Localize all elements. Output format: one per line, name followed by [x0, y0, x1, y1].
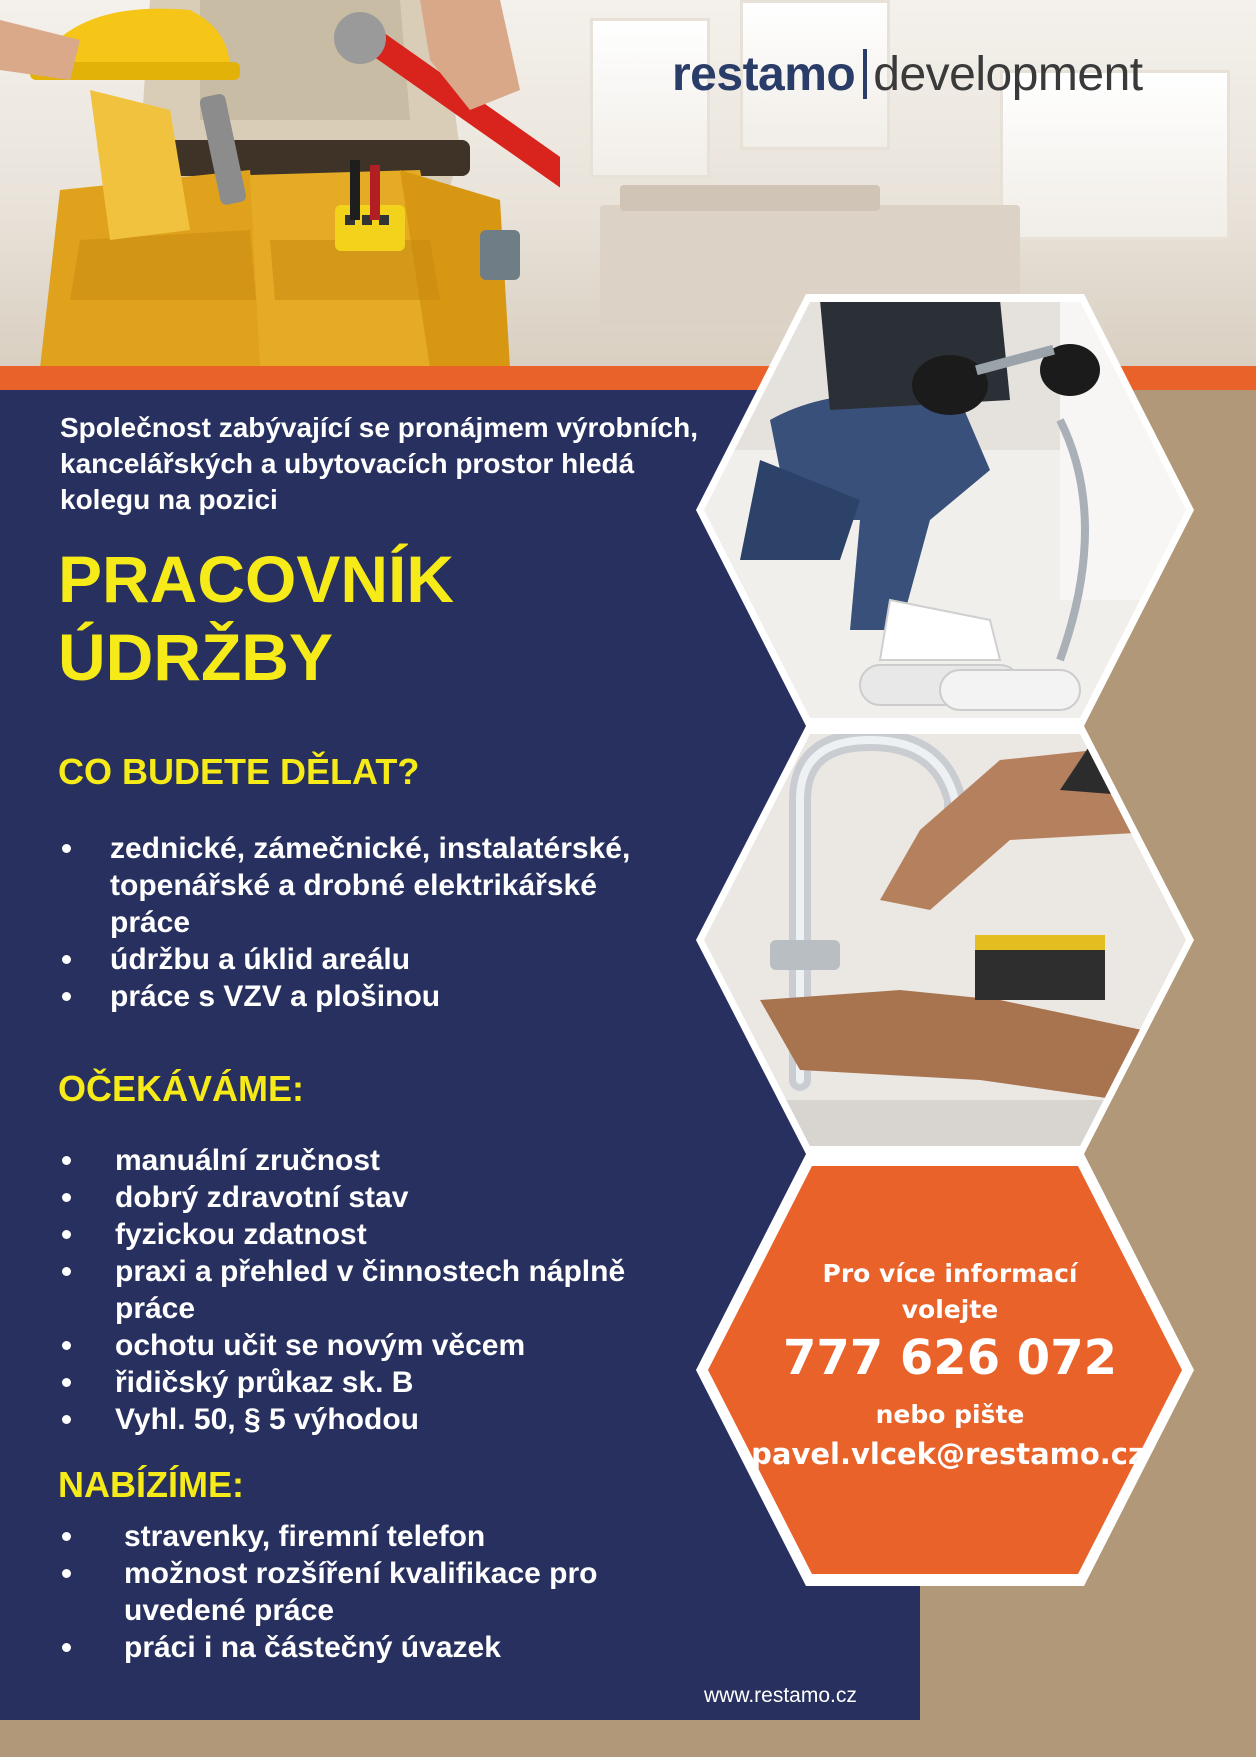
- list-item: práce s VZV a plošinou: [110, 978, 670, 1015]
- list-item: praxi a přehled v činnostech náplně práce: [115, 1253, 635, 1327]
- list-item: fyzickou zdatnost: [115, 1216, 715, 1253]
- section-title-offer: NABÍZÍME:: [58, 1464, 244, 1505]
- list-item: zednické, zámečnické, instalatérské, topenářské a drobné elektrikářské práce: [110, 830, 670, 941]
- list-item: Vyhl. 50, § 5 výhodou: [115, 1401, 715, 1438]
- logo-suffix: development: [873, 47, 1143, 101]
- contact-phone[interactable]: 777 626 072: [782, 1330, 1117, 1386]
- section-title-duties: CO BUDETE DĚLAT?: [58, 751, 420, 792]
- list-item: ochotu učit se novým věcem: [115, 1327, 715, 1364]
- job-title-line2: ÚDRŽBY: [58, 620, 333, 694]
- list-item: údržbu a úklid areálu: [110, 941, 670, 978]
- list-item: dobrý zdravotní stav: [115, 1179, 715, 1216]
- list-item: stravenky, firemní telefon: [124, 1518, 724, 1555]
- contact-intro-text: Pro více informací volejte: [822, 1259, 1078, 1324]
- list-item: manuální zručnost: [115, 1142, 715, 1179]
- section-title-expect: OČEKÁVÁME:: [58, 1068, 305, 1109]
- contact-email[interactable]: pavel.vlcek@restamo.cz: [751, 1437, 1145, 1471]
- list-item: řidičský průkaz sk. B: [115, 1364, 715, 1401]
- hexagon-photo-worker-crouching: [696, 294, 1194, 726]
- contact-write-text: nebo pište: [875, 1400, 1025, 1429]
- website-link[interactable]: www.restamo.cz: [704, 1684, 857, 1707]
- hexagon-photo-faucet-repair: [696, 726, 1194, 1154]
- intro-text: Společnost zabývající se pronájmem výrobních, kancelářských a ubytovacích prostor hledá kolegu na pozici: [60, 412, 698, 515]
- job-title-line1: PRACOVNÍK: [58, 542, 455, 616]
- logo-brand: restamo: [672, 47, 856, 101]
- list-item: možnost rozšíření kvalifikace pro uvedené práce: [124, 1555, 624, 1629]
- list-item: práci i na částečný úvazek: [124, 1629, 724, 1666]
